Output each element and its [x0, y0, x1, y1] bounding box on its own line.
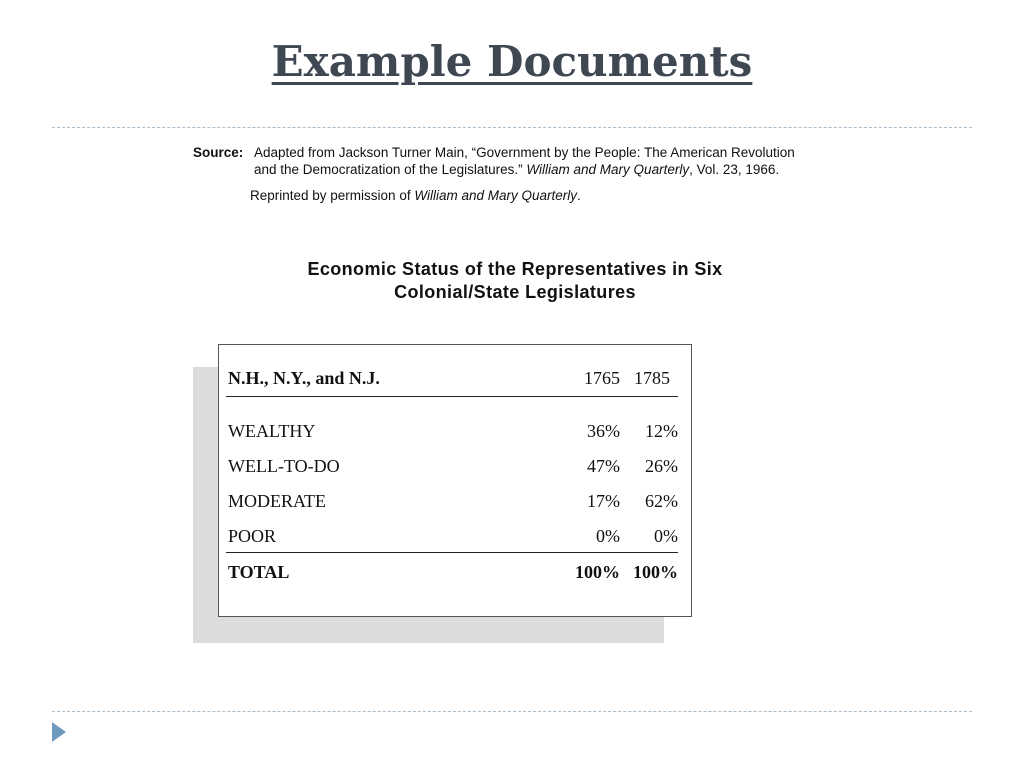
row-label: MODERATE: [228, 491, 326, 511]
table-header-1785: 1785: [634, 368, 670, 388]
reprint-end: .: [577, 188, 581, 203]
economic-status-table: [218, 344, 692, 617]
row-label: WEALTHY: [228, 421, 316, 441]
reprint-journal-name: William and Mary Quarterly: [414, 188, 577, 203]
row-value-1785: 12%: [645, 421, 678, 441]
table-total-rule: [226, 552, 678, 553]
table-header-1765: 1765: [584, 368, 620, 388]
source-text: [254, 144, 874, 178]
bottom-divider: [52, 711, 972, 712]
total-value-1765: 100%: [575, 562, 620, 582]
row-value-1765: 17%: [587, 491, 620, 511]
table-row: [228, 524, 678, 548]
slide-title-text: Example Documents: [271, 37, 753, 86]
document-title-line-2: Colonial/State Legislatures: [394, 282, 636, 302]
reprint-text: Reprinted by permission of: [250, 188, 415, 203]
triangle-right-icon: [52, 722, 66, 742]
row-value-1765: 36%: [587, 421, 620, 441]
table-header-row: [228, 366, 678, 390]
table-header-label: N.H., N.Y., and N.J.: [228, 368, 380, 388]
table-total-row: [228, 560, 678, 584]
total-label: TOTAL: [228, 562, 290, 582]
source-label: Source:: [193, 145, 244, 160]
slide-title: [0, 36, 1024, 88]
row-value-1785: 26%: [645, 456, 678, 476]
reprint-permission: [250, 187, 581, 204]
row-value-1785: 62%: [645, 491, 678, 511]
document-title-line-1: Economic Status of the Representatives in Six: [307, 259, 723, 279]
row-label: WELL-TO-DO: [228, 456, 340, 476]
table-row: [228, 489, 678, 513]
source-volume: , Vol. 23, 1966.: [689, 162, 780, 177]
table-header-rule: [226, 396, 678, 397]
source-line-1: Adapted from Jackson Turner Main, “Government by the People: The American Revolution: [254, 145, 795, 160]
row-value-1765: 0%: [596, 526, 620, 546]
source-journal-name: William and Mary Quarterly: [526, 162, 690, 177]
row-value-1765: 47%: [587, 456, 620, 476]
document-title: [240, 258, 790, 304]
total-value-1785: 100%: [633, 562, 678, 582]
source-line-2: [254, 161, 874, 178]
top-divider: [52, 127, 972, 128]
table-row: [228, 454, 678, 478]
table-row: [228, 419, 678, 443]
source-line-2-text: and the Democratization of the Legislatures.”: [254, 162, 527, 177]
row-value-1785: 0%: [654, 526, 678, 546]
row-label: POOR: [228, 526, 277, 546]
